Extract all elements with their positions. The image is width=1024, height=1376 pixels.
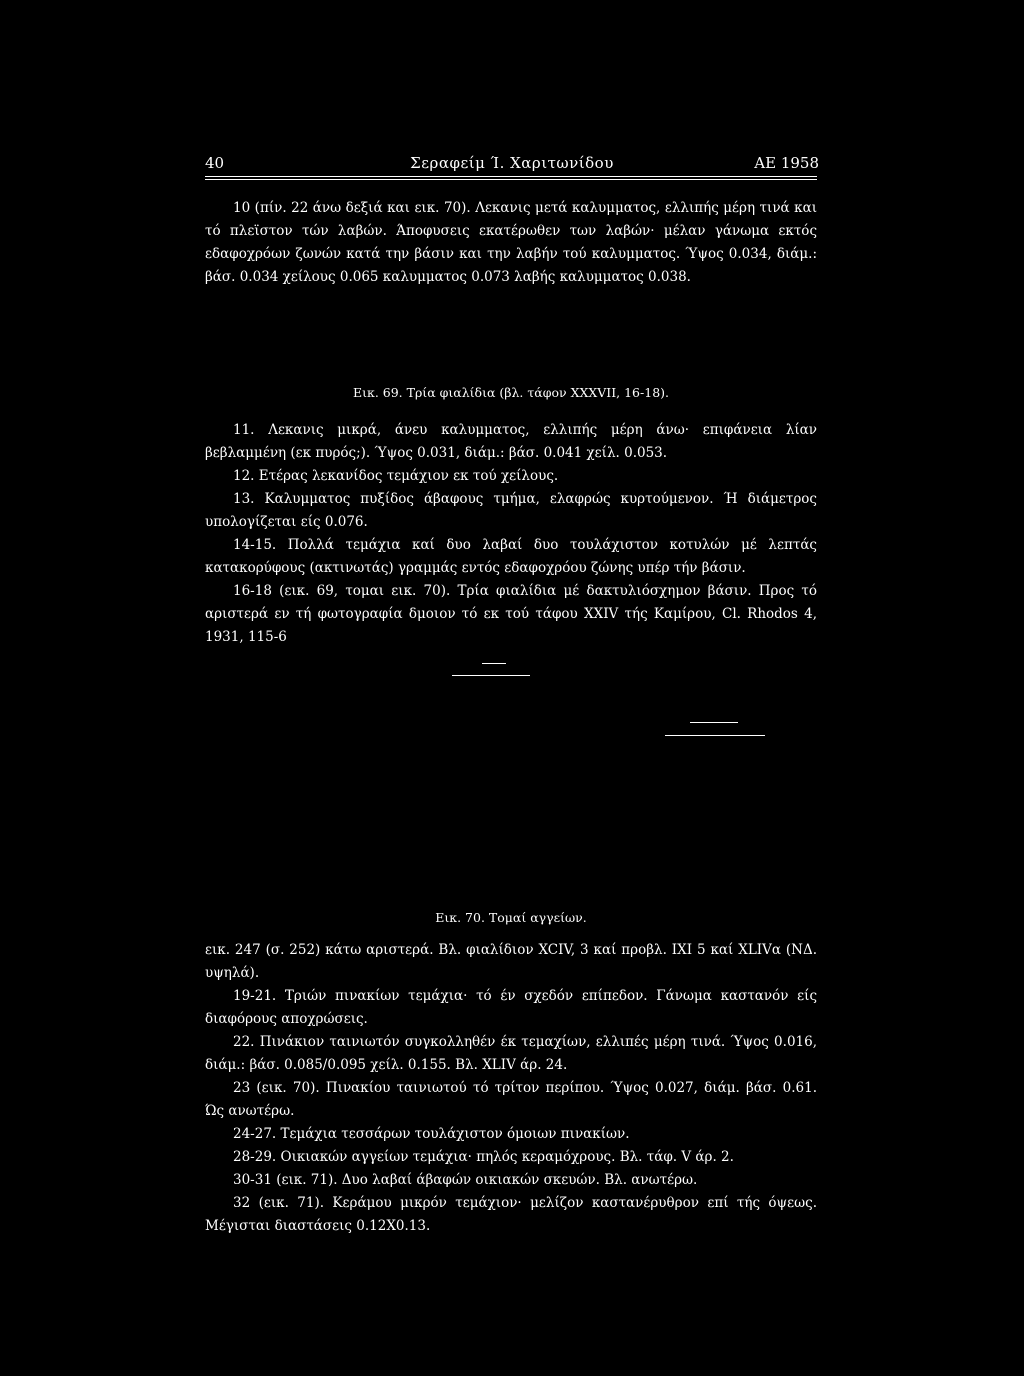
paragraph: 28-29. Οικιακών αγγείων τεμάχια· πηλός κεραμόχρους. Βλ. τάφ. V άρ. 2.	[233, 1149, 734, 1165]
figure-section-mark	[665, 735, 765, 736]
figure-section-mark	[690, 722, 738, 723]
running-title-author: Σεραφείμ Ί. Χαριτωνίδου	[410, 154, 614, 172]
paragraph: 24-27. Τεμάχια τεσσάρων τουλάχιστον όμοιων πινακίων.	[233, 1126, 630, 1142]
figure-section-mark	[482, 663, 506, 664]
paragraph: 13. Καλυμματος πυξίδος άβαφους τμήμα, ελαφρώς κυρτούμενον. Ή διάμετρος υπολογίζεται είς 0.076.	[205, 491, 817, 530]
journal-year: ΑΕ 1958	[754, 154, 819, 172]
text-block-catalogue	[205, 419, 817, 649]
figure-70-caption: Εικ. 70. Τομαί αγγείων.	[435, 910, 587, 925]
header-rule-top	[205, 176, 817, 177]
paragraph: 23 (εικ. 70). Πινακίου ταινιωτού τό τρίτον περίπου. Ύψος 0.027, διάμ. βάσ. 0.61. Ώς ανωτέρω.	[205, 1080, 817, 1119]
header-rule-bottom	[205, 179, 817, 180]
paragraph: 22. Πινάκιον ταινιωτόν συγκολληθέν έκ τεμαχίων, ελλιπές μέρη τινά. Ύψος 0.016, διάμ.: βάσ. 0.085/0.095 χείλ. 0.155. Βλ. XLIV άρ. 24.	[205, 1034, 817, 1073]
text-block-continued	[205, 939, 817, 1238]
figure-69-caption: Εικ. 69. Τρία φιαλίδια (βλ. τάφον XXXVII, 16-18).	[352, 385, 669, 400]
figure-section-mark	[452, 675, 530, 676]
paragraph: 32 (εικ. 71). Κεράμου μικρόν τεμάχιον· μελίζον καστανέρυθρον επί τής όψεως. Μέγισται διαστάσεις 0.12Χ0.13.	[205, 1195, 817, 1234]
paragraph: 30-31 (εικ. 71). Δυο λαβαί άβαφών οικιακών σκευών. Βλ. ανωτέρω.	[233, 1172, 698, 1188]
text-block-intro	[205, 197, 817, 289]
paragraph: 10 (πίν. 22 άνω δεξιά και εικ. 70). Λεκανις μετά καλυμματος, ελλιπής μέρη τινά και τό πλεϊστον τών λαβών. Άποφυσεις εκατέρωθεν των λαβών· μέλαν γάνωμα εκτός εδαφοχρόων ζωνών κατά την βάσιν και την λαβήν τού καλυμματος. Ύψος 0.034, διάμ.: βάσ. 0.034 χείλους 0.065 καλυμματος 0.073 λαβής καλυμματος 0.038.	[205, 200, 817, 285]
running-header	[205, 154, 819, 176]
page-number: 40	[205, 154, 225, 172]
paragraph: εικ. 247 (σ. 252) κάτω αριστερά. Βλ. φιαλίδιον XCIV, 3 καί προβλ. IXI 5 καί XLIVα (ΝΔ. υψηλά).	[205, 942, 817, 981]
paragraph: 12. Ετέρας λεκανίδος τεμάχιον εκ τού χείλους.	[233, 468, 559, 484]
paragraph: 16-18 (εικ. 69, τομαι εικ. 70). Τρία φιαλίδια μέ δακτυλιόσχημον βάσιν. Προς τό αριστερά εν τή φωτογραφία δμοιον τό εκ τού τάφου XXIV τής Καμίρου, Cl. Rhodos 4, 1931, 115-6	[205, 583, 817, 645]
paragraph: 11. Λεκανις μικρά, άνευ καλυμματος, ελλιπής μέρη άνω· επιφάνεια λίαν βεβλαμμένη (εκ πυρός;). Ύψος 0.031, διάμ.: βάσ. 0.041 χείλ. 0.053.	[205, 422, 817, 461]
paragraph: 14-15. Πολλά τεμάχια καί δυο λαβαί δυο τουλάχιστον κοτυλών μέ λεπτάς κατακορύφους (ακτινωτάς) γραμμάς εντός εδαφοχρόου ζώνης υπέρ τήν βάσιν.	[205, 537, 817, 576]
paragraph: 19-21. Τριών πινακίων τεμάχια· τό έν σχεδόν επίπεδον. Γάνωμα καστανόν είς διαφόρους αποχρώσεις.	[205, 988, 817, 1027]
